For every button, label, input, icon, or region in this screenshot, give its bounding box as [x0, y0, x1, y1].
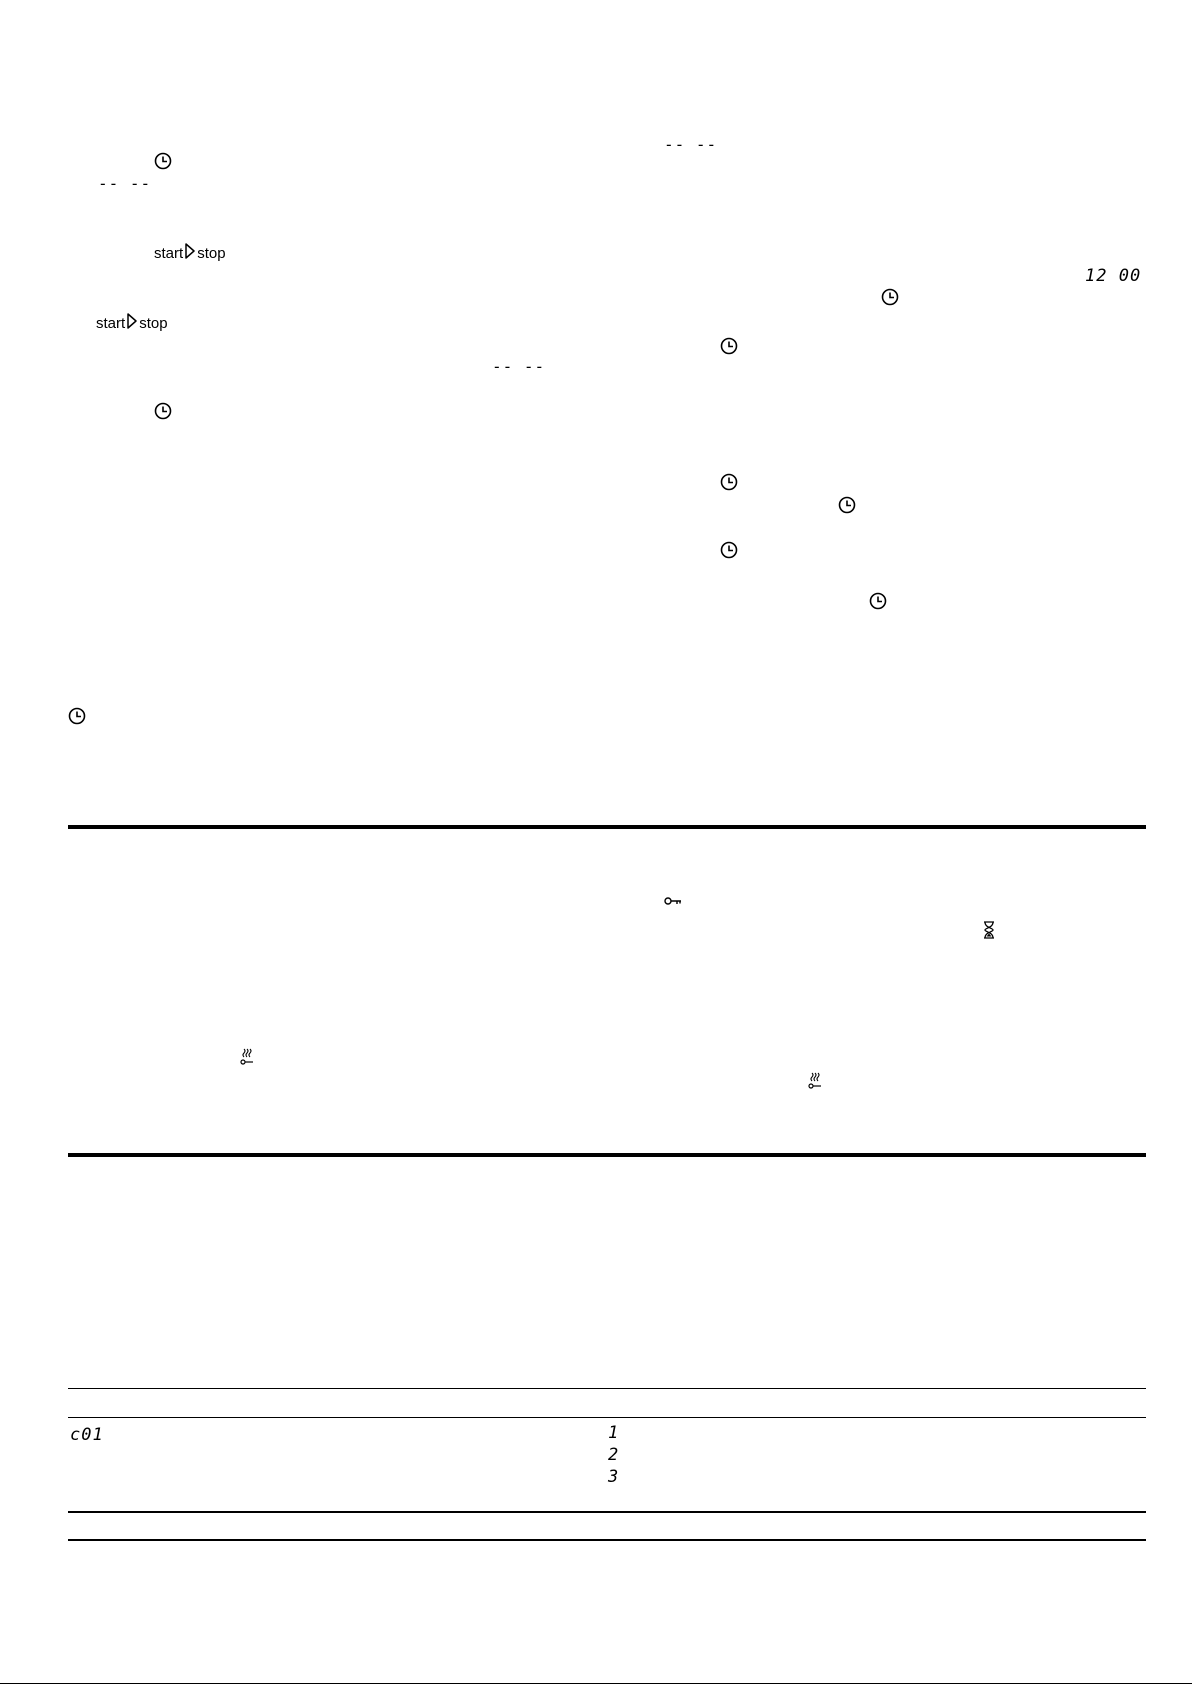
clock-icon: [154, 152, 172, 170]
start-label: start: [154, 244, 184, 262]
clock-icon: [720, 541, 738, 559]
clock-icon: [720, 337, 738, 355]
steam-probe-icon: [808, 1072, 822, 1090]
stop-label: stop: [197, 244, 226, 262]
key-icon: [664, 895, 682, 907]
blank-display-indicator: -- --: [664, 135, 718, 154]
blank-display-indicator: -- --: [492, 357, 546, 376]
clock-icon: [869, 592, 887, 610]
hourglass-icon: [983, 921, 995, 939]
setting-option: 1: [608, 1423, 620, 1443]
setting-options: [608, 1422, 619, 1488]
time-display: 12 00: [1085, 266, 1142, 286]
section-divider: [68, 1153, 1146, 1157]
play-icon: [184, 242, 196, 265]
start-label: start: [96, 314, 126, 332]
clock-icon: [838, 496, 856, 514]
table-header-rule: [68, 1417, 1146, 1418]
clock-icon: [68, 707, 86, 725]
page-footer-rule: [0, 1683, 1192, 1684]
setting-code: c01: [70, 1425, 104, 1445]
table-bottom-rule: [68, 1539, 1146, 1541]
start-stop-button-symbol: [154, 242, 226, 265]
start-stop-button-symbol: [96, 312, 168, 335]
stop-label: stop: [139, 314, 168, 332]
blank-display-indicator: -- --: [98, 174, 152, 193]
setting-option: 2: [608, 1445, 620, 1465]
play-icon: [126, 312, 138, 335]
section-divider: [68, 825, 1146, 829]
steam-probe-icon: [240, 1048, 254, 1066]
table-row-rule: [68, 1511, 1146, 1513]
setting-option: 3: [608, 1467, 620, 1487]
clock-icon: [154, 402, 172, 420]
clock-icon: [720, 473, 738, 491]
table-top-rule: [68, 1388, 1146, 1389]
clock-icon: [881, 288, 899, 306]
